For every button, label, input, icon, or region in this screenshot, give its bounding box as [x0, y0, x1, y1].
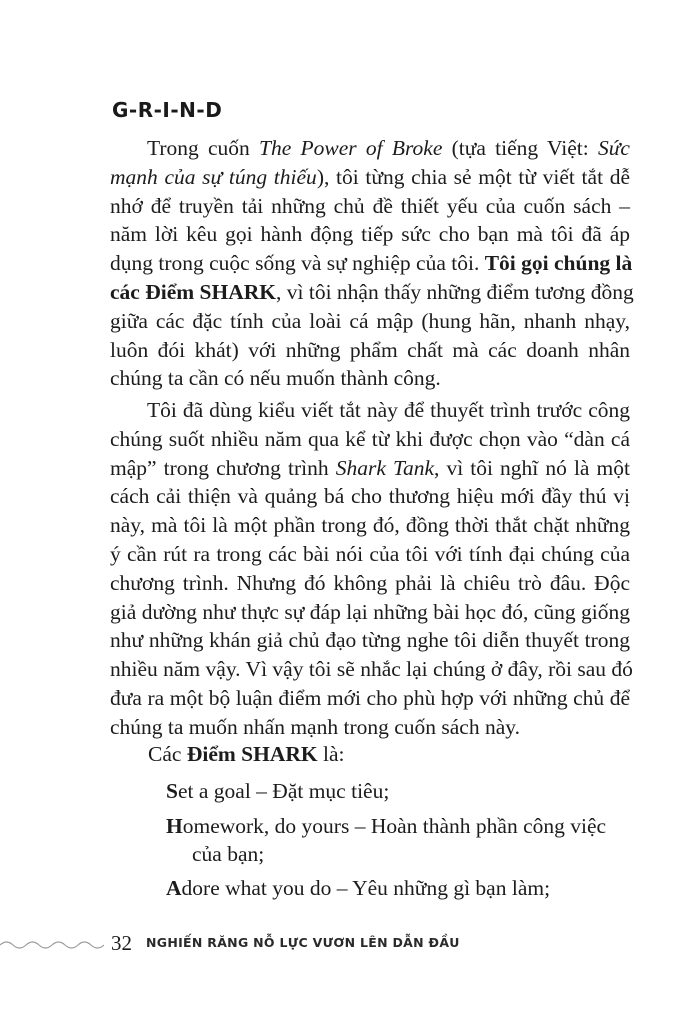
- text-line: chúng ta cần có nếu muốn thành công.: [110, 366, 441, 391]
- wave-ornament-icon: [0, 938, 104, 952]
- section-heading: G-R-I-N-D: [112, 98, 223, 122]
- list-item-h: Homework, do yours – Hoàn thành phần công việc: [166, 814, 607, 838]
- page-footer: [0, 930, 700, 960]
- paragraph-1: [110, 134, 634, 393]
- list-item-a: Adore what you do – Yêu những gì bạn làm;: [166, 876, 551, 900]
- text-line: Trong cuốn The Power of Broke (tựa tiếng Việt: Sức: [147, 136, 630, 160]
- text-line: chúng suốt nhiều năm qua kể từ khi được chọn vào “dàn cá: [110, 426, 630, 451]
- text-line: mập” trong chương trình Shark Tank, vì tôi nghĩ nó là một: [110, 455, 631, 480]
- text-line: này, mà tôi là một phần trong đó, đồng thời thắt chặt những: [110, 513, 630, 538]
- text-line: chúng ta muốn nhấn mạnh trong cuốn sách này.: [110, 714, 520, 739]
- paragraph-2: [110, 396, 633, 742]
- text-line: cách cải thiện và quảng bá cho thương hiệu mới đầy thú vị: [110, 484, 630, 509]
- text-line: luôn đói khát) với những phẩm chất mà các doanh nhân: [110, 337, 630, 362]
- text-line: giả dường như thực sự đáp lại những bài học đó, cũng giống: [110, 599, 630, 624]
- page-number: 32: [111, 931, 132, 955]
- text-line: mạnh của sự túng thiếu), tôi từng chia sẻ một từ viết tắt dễ: [110, 164, 630, 189]
- text-line: nhớ để truyền tải những chủ đề thiết yếu của cuốn sách –: [110, 193, 630, 218]
- running-title: NGHIẾN RĂNG NỖ LỰC VƯƠN LÊN DẪN ĐẦU: [146, 935, 460, 950]
- text-line: năm lời kêu gọi hành động tiếp sức cho bạn mà tôi đã áp: [110, 222, 630, 247]
- text-line: ý cần rút ra trong các bài nói của tôi với tính đại chúng của: [110, 541, 630, 566]
- text-line: dụng trong cuộc sống và sự nghiệp của tôi. Tôi gọi chúng là: [110, 251, 633, 276]
- text-line: Tôi đã dùng kiểu viết tắt này để thuyết trình trước công: [147, 398, 630, 422]
- list-intro: Các Điểm SHARK là:: [148, 742, 345, 766]
- list-item-s: Set a goal – Đặt mục tiêu;: [166, 779, 390, 803]
- text-line: chương trình. Nhưng đó không phải là chiêu trò đâu. Độc: [110, 570, 630, 595]
- text-line: như những khán giả chủ đạo từng nghe tôi diễn thuyết trong: [110, 628, 630, 653]
- text-line: các Điểm SHARK, vì tôi nhận thấy những điểm tương đồng: [110, 279, 634, 304]
- text-line: giữa các đặc tính của loài cá mập (hung hãn, nhanh nhạy,: [110, 308, 630, 333]
- list-item-h-continuation: của bạn;: [192, 842, 265, 866]
- text-line: đưa ra một bộ luận điểm mới cho phù hợp với những chủ để: [110, 685, 630, 710]
- text-line: nhiều năm vậy. Vì vậy tôi sẽ nhắc lại chúng ở đây, rồi sau đó: [110, 657, 633, 682]
